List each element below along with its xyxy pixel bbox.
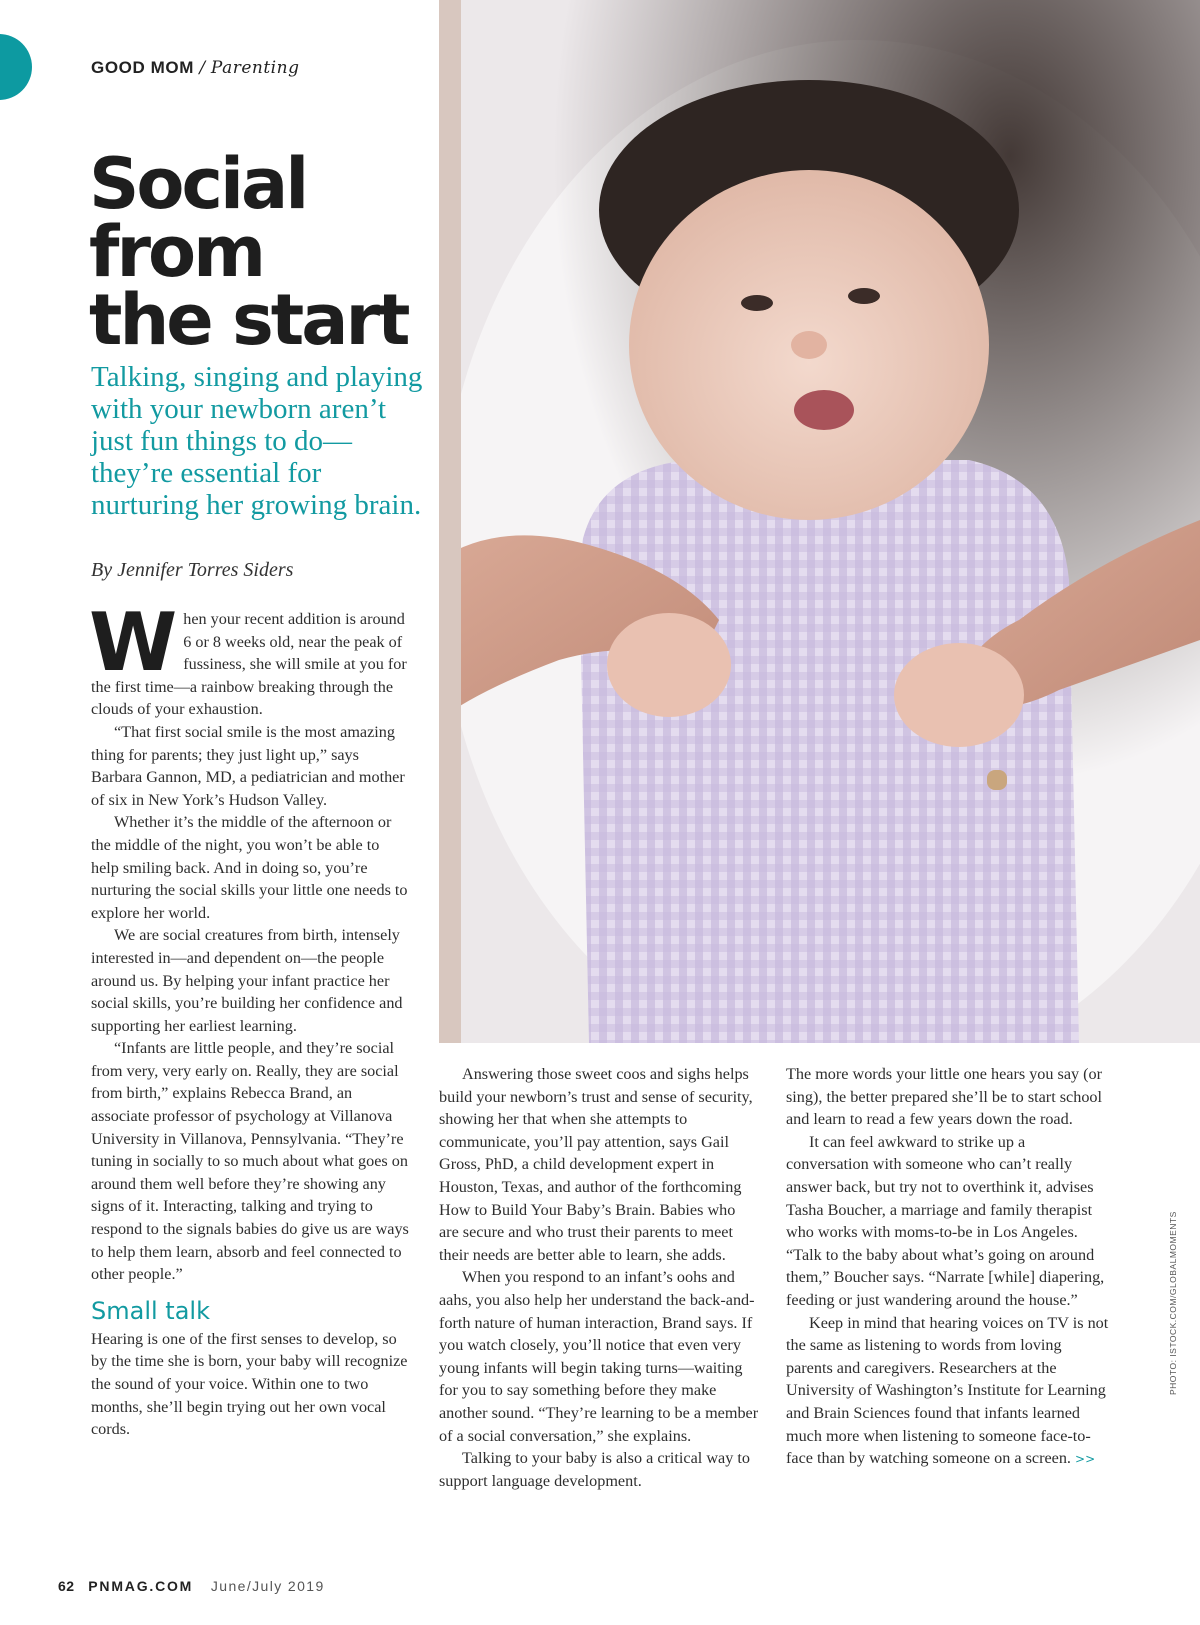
paragraph-8: When you respond to an infant’s oohs and aahs, you also help her understand the back-and-forth nature of human interaction, Brand says. If you watch closely, you’ll notice that even very young infants will begin taking turns—waiting for you to say something before they make another sound. “They’re learning to be a member of a social conversation,” she explains. — [439, 1268, 759, 1445]
paragraph-11: It can feel awkward to strike up a conversation with someone who can’t really answer back, but try not to overthink it, advises Tasha Boucher, a marriage and family therapist who works with moms-to-be in Los Angeles. “Talk to the baby about what’s going on around them,” Boucher says. “Narrate [while] diapering, feeding or just wandering around the house.” — [786, 1132, 1105, 1309]
baby-photo-illustration — [439, 0, 1200, 1043]
paragraph-1 — [89, 596, 411, 721]
paragraph-12 — [786, 1312, 1111, 1471]
headline-line-1: Social — [89, 143, 307, 225]
article-byline: By Jennifer Torres Siders — [91, 559, 294, 581]
section-label — [91, 58, 299, 78]
paragraph-7: Answering those sweet coos and sighs helps build your newborn’s trust and sense of security, showing her that when she attempts to communicate, you’ll pay attention, says Gail Gross, PhD, a child development expert in Houston, Texas, and author of the forthcoming How to Build Your Baby’s Brain. Babies who are secure and who trust their parents to meet their needs are better able to learn, she adds. — [439, 1065, 753, 1264]
section-subsection: Parenting — [210, 58, 300, 78]
paragraph-6: Hearing is one of the first senses to develop, so by the time she is born, your baby will recognize the sound of your voice. Within one to two months, she’ll begin trying out her own vocal cords. — [91, 1329, 408, 1439]
article-dek: Talking, singing and playing with your newborn aren’t just fun things to do—they’re essential for nurturing her growing brain. — [91, 361, 423, 521]
section-separator: / — [199, 58, 206, 78]
page-number: 62 — [58, 1578, 75, 1594]
article-headline — [89, 143, 429, 361]
section-kicker: GOOD MOM — [91, 58, 195, 77]
continued-marker: >> — [1075, 1452, 1096, 1467]
footer-site: PNMAG.COM — [88, 1578, 194, 1594]
photo-credit: PHOTO: ISTOCK.COM/GLOBALMOMENTS — [1168, 1211, 1178, 1395]
article-photo — [439, 0, 1200, 1043]
paragraph-3: Whether it’s the middle of the afternoon or the middle of the night, you won’t be able to help smiling back. And in doing so, you’re nurturing the social skills your little one needs to explore her world. — [91, 813, 408, 922]
section-tab-marker — [0, 34, 32, 100]
subhead-small-talk: Small talk — [91, 1296, 210, 1325]
headline-line-3: the start — [89, 279, 408, 361]
paragraph-9: Talking to your baby is also a critical way to support language development. — [439, 1449, 750, 1490]
paragraph-2: “That first social smile is the most amazing thing for parents; they just light up,” says Barbara Gannon, MD, a pediatrician and mother of six in New York’s Hudson Valley. — [91, 722, 405, 809]
headline-line-2: from — [89, 211, 264, 293]
paragraph-10: The more words your little one hears you say (or sing), the better prepared she’ll be to start school and learn to read a few years down the road. — [786, 1065, 1103, 1129]
paragraph-5: “Infants are little people, and they’re social from very, very early on. Really, they are social from birth,” explains Rebecca Brand, an associate professor of psychology at Villanova University in Villanova, Pennsylvania. “They’re tuning in socially to so much about what goes on around them well before they’re showing any signs of it. Interacting, talking and trying to respond to the signals babies do give us are ways to help them learn, absorb and feel connected to other people.” — [91, 1039, 409, 1284]
article-column-3 — [786, 1063, 1111, 1471]
article-column-1 — [89, 596, 411, 1441]
footer-issue: June/July 2019 — [210, 1578, 325, 1594]
drop-cap: W — [89, 596, 178, 689]
paragraph-4: We are social creatures from birth, intensely interested in—and dependent on—the people around us. By helping your infant practice her social skills, you’re building her confidence and supporting her earliest learning. — [91, 926, 403, 1035]
page-footer — [58, 1578, 325, 1594]
article-column-2 — [439, 1063, 759, 1492]
paragraph-12-text: Keep in mind that hearing voices on TV is not the same as listening to words from loving parents and caregivers. Researchers at the University of Washington’s Institute for Learning and Brain Sciences found that infants learned much more when listening to someone face-to-face than by watching someone on a screen. — [786, 1313, 1109, 1468]
paragraph-1-text: hen your recent addition is around 6 or 8 weeks old, near the peak of fussiness, she will smile at you for the first time—a rainbow breaking through the clouds of your exhaustion. — [91, 610, 407, 719]
